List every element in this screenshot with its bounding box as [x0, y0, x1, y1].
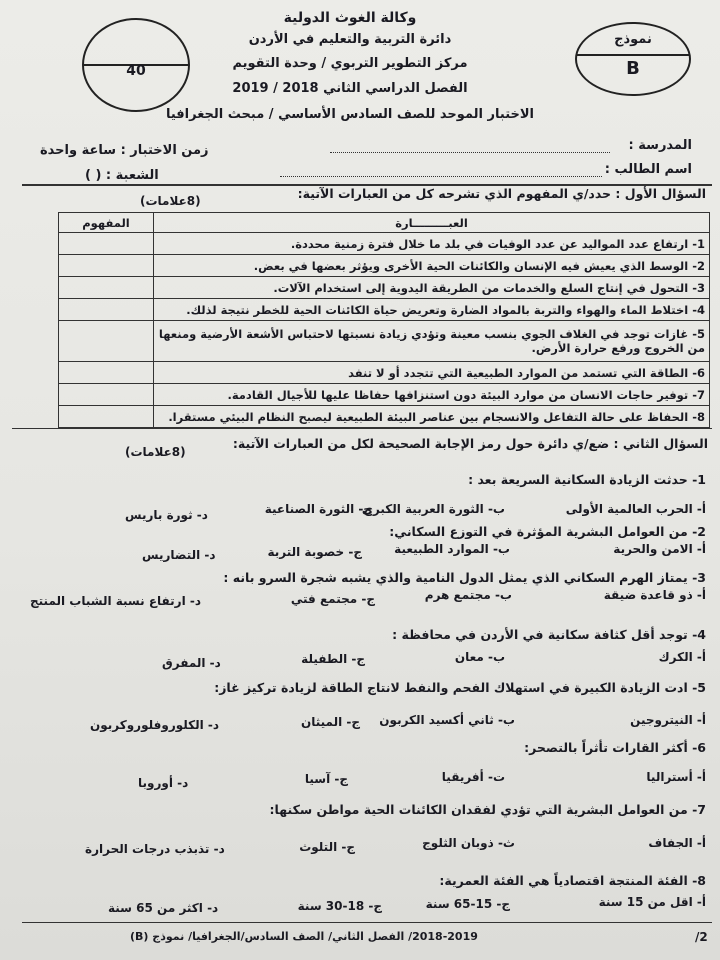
- circle-divider: [577, 54, 689, 56]
- mcq-stem-6: 6- أكثر القارات تأثراً بالتصحر:: [524, 740, 706, 755]
- student-name-field[interactable]: [280, 176, 602, 177]
- q2-marks: (8علامات): [125, 445, 186, 459]
- mcq-option[interactable]: د- المفرق: [162, 656, 221, 670]
- mcq-stem-5: 5- ادت الزيادة الكبيرة في استهلاك الفحم والنفط لانتاج الطاقة لزيادة تركيز غاز:: [214, 680, 706, 695]
- table-row: [59, 406, 710, 428]
- mcq-option[interactable]: د- ارتفاع نسبة الشباب المنتج: [30, 594, 202, 608]
- department-title: دائرة التربية والتعليم في الأردن: [248, 32, 452, 47]
- statement-cell: 4- اختلاط الماء والهواء والتربة بالمواد الضارة وتعريض حياة الكائنات الحية للخطر نتيجة لذلك.: [154, 299, 710, 321]
- school-field[interactable]: [330, 152, 610, 153]
- statement-cell: 1- ارتفاع عدد المواليد عن عدد الوفيات في بلد ما خلال فترة زمنية محددة.: [154, 233, 710, 255]
- col-statement-header: العبـــــــــارة: [154, 213, 710, 233]
- mcq-option[interactable]: أ- الامن والحرية: [613, 542, 706, 556]
- mcq-option[interactable]: أ- النيتروجين: [630, 713, 706, 727]
- mcq-option[interactable]: ب- مجتمع هرم: [424, 588, 512, 602]
- mcq-option[interactable]: أ- الجفاف: [648, 836, 706, 850]
- exam-title: الاختبار الموحد للصف السادس الأساسي / مبحث الجغرافيا: [165, 107, 535, 122]
- section-label: الشعبة : ( ): [85, 168, 159, 183]
- footer-divider: [22, 922, 712, 923]
- student-name-label: اسم الطالب :: [604, 162, 692, 177]
- concept-answer-cell[interactable]: [59, 362, 154, 384]
- semester-line: الفصل الدراسي الثاني 2018 / 2019: [232, 81, 468, 96]
- model-value: B: [626, 58, 640, 79]
- mcq-option[interactable]: أ- ذو قاعدة ضيقة: [603, 588, 706, 602]
- concept-answer-cell[interactable]: [59, 233, 154, 255]
- mcq-stem-4: 4- توجد أقل كثافة سكانية في الأردن في محافظة :: [392, 627, 706, 642]
- mcq-option[interactable]: ج- آسيا: [304, 772, 348, 786]
- mcq-option[interactable]: ج- 18-30 سنة: [297, 899, 382, 913]
- table-row: [59, 299, 710, 321]
- statement-cell: 7- توفير حاجات الانسان من موارد البيئة دون استنزافها حفاظا عليها للأجيال القادمة.: [154, 384, 710, 406]
- mcq-stem-1: 1- حدثت الزيادة السكانية السريعة بعد :: [468, 472, 706, 487]
- section-divider: [12, 428, 712, 429]
- table-row: [59, 362, 710, 384]
- mcq-option[interactable]: د- الكلوروفلوروكربون: [90, 718, 220, 732]
- model-label: نموذج: [614, 32, 652, 47]
- mcq-option[interactable]: ج- 15-65 سنة: [425, 897, 510, 911]
- statement-cell: 5- غازات توجد في الغلاف الجوي بنسب معينة وتؤدي زيادة نسبتها لاحتباس الأشعة الأرضية ومنعها من الخروج ورفع حرارة الأرض.: [154, 321, 710, 362]
- total-marks-value: 40: [126, 63, 146, 79]
- mcq-option[interactable]: ب- الثورة العربية الكبرى: [361, 502, 505, 516]
- mcq-option[interactable]: ج- الميثان: [300, 715, 360, 729]
- mcq-option[interactable]: ج- خصوبة التربة: [267, 545, 362, 559]
- table-row: [59, 233, 710, 255]
- school-label: المدرسة :: [628, 138, 692, 153]
- concept-answer-cell[interactable]: [59, 255, 154, 277]
- footer-text: 2018-2019/ الفصل الثاني/ الصف السادس/الجغرافيا/ نموذج (B): [130, 930, 478, 943]
- q1-marks: (8علامات): [140, 194, 201, 208]
- exam-duration: زمن الاختبار : ساعة واحدة: [40, 143, 209, 158]
- concept-answer-cell[interactable]: [59, 406, 154, 428]
- mcq-option[interactable]: أ- أستراليا: [646, 770, 706, 784]
- mcq-option[interactable]: ث- ذوبان الثلوج: [422, 836, 515, 850]
- q1-concepts-table: [58, 212, 710, 428]
- mcq-option[interactable]: ج- الثورة الصناعية: [264, 502, 372, 516]
- agency-title: وكالة الغوث الدولية: [283, 10, 417, 26]
- table-row: [59, 277, 710, 299]
- mcq-option[interactable]: أ- اقل من 15 سنة: [598, 895, 706, 909]
- model-circle: [575, 22, 691, 96]
- mcq-option[interactable]: ب- معان: [454, 650, 505, 664]
- table-row: [59, 255, 710, 277]
- center-title: مركز التطوير التربوي / وحدة التقويم: [232, 56, 468, 71]
- statement-cell: 6- الطاقة التي تستمد من الموارد الطبيعية التي تتجدد أو لا تنفد: [154, 362, 710, 384]
- concept-answer-cell[interactable]: [59, 321, 154, 362]
- mcq-stem-7: 7- من العوامل البشرية التي تؤدي لفقدان الكائنات الحية مواطن سكنها:: [269, 802, 706, 817]
- mcq-option[interactable]: د- أوروبا: [138, 776, 189, 790]
- mcq-option[interactable]: د- التضاريس: [142, 548, 216, 562]
- mcq-stem-2: 2- من العوامل البشرية المؤثرة في التوزع السكاني:: [389, 524, 706, 539]
- mcq-stem-8: 8- الفئة المنتجة اقتصادياً هي الفئة العمرية:: [439, 873, 706, 888]
- q2-prompt: السؤال الثاني : ضع/ي دائرة حول رمز الإجابة الصحيحة لكل من العبارات الآتية:: [232, 436, 708, 451]
- statement-cell: 8- الحفاظ على حالة التفاعل والانسجام بين عناصر البيئة الطبيعية ليصبح النظام البيئي مستقرا.: [154, 406, 710, 428]
- mcq-option[interactable]: أ- الكرك: [658, 650, 706, 664]
- concept-answer-cell[interactable]: [59, 277, 154, 299]
- mcq-stem-3: 3- يمتاز الهرم السكاني الذي يمثل الدول النامية والذي يشبه شجرة السرو بانه :: [223, 570, 706, 585]
- statement-cell: 3- التحول في إنتاج السلع والخدمات من الطريقة اليدوية إلى استخدام الآلات.: [154, 277, 710, 299]
- mcq-option[interactable]: ج- الطفيلة: [301, 652, 365, 666]
- mcq-option[interactable]: د- تذبذب درجات الحرارة: [85, 842, 225, 856]
- mcq-option[interactable]: ج- مجتمع فتي: [290, 592, 375, 606]
- mcq-option[interactable]: ج- التلوث: [299, 840, 355, 854]
- statement-cell: 2- الوسط الذي يعيش فيه الإنسان والكائنات الحية الأخرى ويؤثر بعضها في بعض.: [154, 255, 710, 277]
- mcq-option[interactable]: ب- ثاني أكسيد الكربون: [379, 713, 515, 727]
- mcq-option[interactable]: ت- أفريقيا: [441, 770, 505, 784]
- concept-answer-cell[interactable]: [59, 384, 154, 406]
- mcq-option[interactable]: د- ثورة باريس: [125, 508, 208, 522]
- mcq-option[interactable]: أ- الحرب العالمية الأولى: [565, 502, 706, 516]
- col-concept-header: المفهوم: [59, 213, 154, 233]
- q1-prompt: السؤال الأول : حدد/ي المفهوم الذي تشرحه كل من العبارات الآتية:: [297, 186, 706, 201]
- total-marks-circle: [82, 18, 190, 112]
- concept-answer-cell[interactable]: [59, 299, 154, 321]
- mcq-option[interactable]: ب- الموارد الطبيعية: [394, 542, 510, 556]
- mcq-option[interactable]: د- اكثر من 65 سنة: [108, 901, 219, 915]
- table-row: [59, 321, 710, 362]
- table-row: [59, 384, 710, 406]
- page-number: 2/: [695, 930, 708, 944]
